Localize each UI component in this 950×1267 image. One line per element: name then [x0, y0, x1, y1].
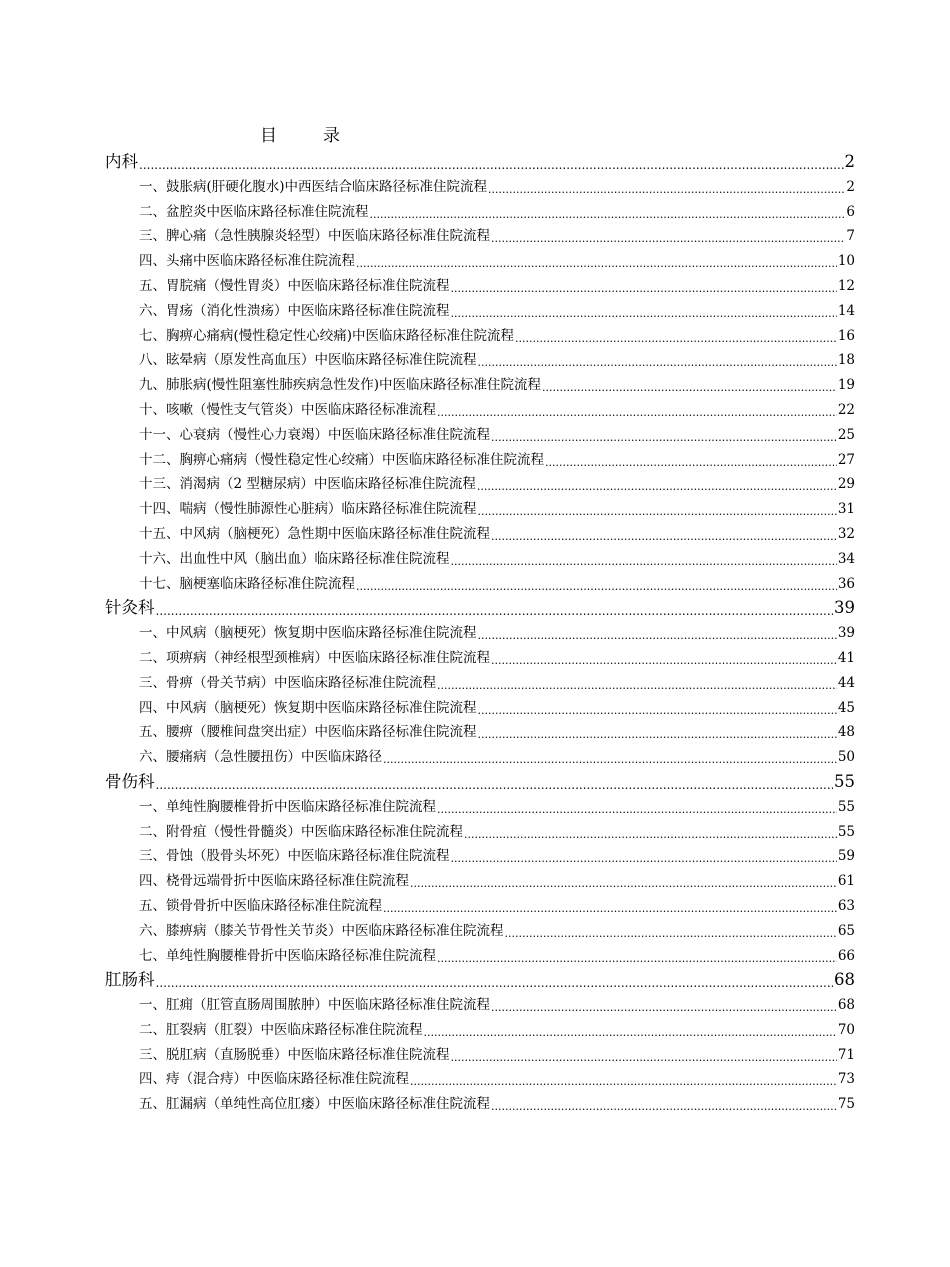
toc-item-page-number: 61: [837, 873, 855, 890]
toc-item-entry[interactable]: [105, 324, 855, 349]
dot-leader: [478, 357, 837, 371]
toc-item-page-number: 22: [837, 401, 855, 418]
toc-item-label: 一、中风病（脑梗死）恢复期中医临床路径标准住院流程: [139, 625, 477, 642]
toc-item-entry[interactable]: [105, 200, 855, 225]
toc-item-entry[interactable]: [105, 993, 855, 1018]
toc-item-page-number: 27: [837, 451, 855, 468]
dot-leader: [478, 630, 837, 644]
toc-section-entry[interactable]: [105, 150, 855, 175]
dot-leader: [491, 1101, 837, 1115]
dot-leader: [383, 903, 837, 917]
toc-item-label: 一、鼓胀病(肝硬化腹水)中西医结合临床路径标准住院流程: [139, 178, 488, 195]
dot-leader: [410, 878, 837, 892]
toc-item-label: 十七、脑梗塞临床路径标准住院流程: [139, 575, 355, 592]
toc-item-page-number: 31: [837, 501, 855, 518]
toc-item-page-number: 34: [837, 550, 855, 567]
dot-leader: [477, 481, 837, 495]
toc-item-label: 五、锁骨骨折中医临床路径标准住院流程: [139, 897, 382, 914]
toc-item-label: 四、痔（混合痔）中医临床路径标准住院流程: [139, 1071, 409, 1088]
toc-item-entry[interactable]: [105, 745, 855, 770]
toc-item-page-number: 6: [846, 203, 855, 220]
toc-item-page-number: 19: [837, 377, 855, 394]
toc-item-page-number: 45: [837, 699, 855, 716]
toc-item-label: 三、脱肛病（直肠脱垂）中医临床路径标准住院流程: [139, 1046, 450, 1063]
toc-item-entry[interactable]: [105, 1067, 855, 1092]
toc-item-page-number: 29: [837, 476, 855, 493]
dot-leader: [437, 680, 837, 694]
toc-item-label: 十一、心衰病（慢性心力衰竭）中医临床路径标准住院流程: [139, 426, 490, 443]
toc-item-label: 一、肛痈（肛管直肠周围脓肿）中医临床路径标准住院流程: [139, 997, 490, 1014]
toc-section-entry[interactable]: [105, 968, 855, 993]
dot-leader: [370, 209, 846, 223]
toc-item-entry[interactable]: [105, 820, 855, 845]
toc-item-label: 十四、喘病（慢性肺源性心脏病）临床路径标准住院流程: [139, 501, 477, 518]
toc-item-entry[interactable]: [105, 299, 855, 324]
toc-item-label: 二、肛裂病（肛裂）中医临床路径标准住院流程: [139, 1021, 423, 1038]
dot-leader: [515, 333, 837, 347]
toc-item-entry[interactable]: [105, 671, 855, 696]
toc-item-page-number: 65: [837, 922, 855, 939]
dot-leader: [491, 531, 837, 545]
toc-item-entry[interactable]: [105, 1018, 855, 1043]
toc-item-label: 四、桡骨远端骨折中医临床路径标准住院流程: [139, 873, 409, 890]
toc-item-label: 六、腰痛病（急性腰扭伤）中医临床路径: [139, 749, 382, 766]
dot-leader: [410, 1076, 837, 1090]
toc-section-entry[interactable]: [105, 596, 855, 621]
dot-leader: [545, 457, 837, 471]
toc-item-entry[interactable]: [105, 547, 855, 572]
toc-item-label: 七、单纯性胸腰椎骨折中医临床路径标准住院流程: [139, 947, 436, 964]
toc-item-label: 一、单纯性胸腰椎骨折中医临床路径标准住院流程: [139, 798, 436, 815]
toc-item-label: 二、盆腔炎中医临床路径标准住院流程: [139, 203, 369, 220]
toc-section-label: 肛肠科: [105, 970, 155, 990]
toc-item-label: 四、头痛中医临床路径标准住院流程: [139, 253, 355, 270]
dot-leader: [383, 754, 837, 768]
toc-item-label: 五、胃脘痛（慢性胃炎）中医临床路径标准住院流程: [139, 277, 450, 294]
toc-item-entry[interactable]: [105, 646, 855, 671]
toc-item-entry[interactable]: [105, 348, 855, 373]
dot-leader: [491, 233, 845, 247]
toc-item-page-number: 75: [837, 1096, 855, 1113]
toc-item-label: 十五、中风病（脑梗死）急性期中医临床路径标准住院流程: [139, 525, 490, 542]
dot-leader: [478, 705, 837, 719]
toc-item-entry[interactable]: [105, 472, 855, 497]
toc-item-entry[interactable]: [105, 621, 855, 646]
toc-item-entry[interactable]: [105, 869, 855, 894]
toc-section-label: 针灸科: [105, 598, 155, 618]
dot-leader: [491, 1002, 837, 1016]
dot-leader: [542, 382, 837, 396]
toc-item-entry[interactable]: [105, 720, 855, 745]
toc-item-label: 二、附骨疽（慢性骨髓炎）中医临床路径标准住院流程: [139, 823, 463, 840]
toc-item-page-number: 16: [837, 327, 855, 344]
toc-section-page-number: 68: [834, 970, 855, 990]
toc-title-char-1: 目: [260, 126, 277, 146]
toc-item-entry[interactable]: [105, 696, 855, 721]
toc-item-page-number: 48: [837, 724, 855, 741]
toc-item-page-number: 10: [837, 253, 855, 270]
toc-item-entry[interactable]: [105, 274, 855, 299]
dot-leader: [156, 977, 834, 994]
toc-title-char-2: 录: [323, 126, 340, 146]
toc-item-entry[interactable]: [105, 1043, 855, 1068]
toc-item-label: 六、胃疡（消化性溃疡）中医临床路径标准住院流程: [139, 302, 450, 319]
dot-leader: [156, 605, 834, 622]
toc-item-label: 六、膝痹病（膝关节骨性关节炎）中医临床路径标准住院流程: [139, 922, 504, 939]
toc-item-entry[interactable]: [105, 175, 855, 200]
toc-item-entry[interactable]: [105, 572, 855, 597]
toc-item-label: 十六、出血性中风（脑出血）临床路径标准住院流程: [139, 550, 450, 567]
toc-item-page-number: 71: [837, 1046, 855, 1063]
toc-item-page-number: 70: [837, 1021, 855, 1038]
toc-item-page-number: 59: [837, 848, 855, 865]
toc-title: [105, 122, 855, 150]
toc-item-entry[interactable]: [105, 497, 855, 522]
toc-item-label: 二、项痹病（神经根型颈椎病）中医临床路径标准住院流程: [139, 649, 490, 666]
toc-item-entry[interactable]: [105, 448, 855, 473]
toc-item-label: 三、脾心痛（急性胰腺炎轻型）中医临床路径标准住院流程: [139, 228, 490, 245]
toc-item-label: 五、肛漏病（单纯性高位肛瘘）中医临床路径标准住院流程: [139, 1096, 490, 1113]
toc-item-page-number: 68: [837, 997, 855, 1014]
toc-section-label: 骨伤科: [105, 771, 155, 791]
toc-item-page-number: 14: [837, 302, 855, 319]
dot-leader: [488, 184, 845, 198]
toc-item-entry[interactable]: [105, 919, 855, 944]
dot-leader: [505, 928, 837, 942]
toc-item-page-number: 73: [837, 1071, 855, 1088]
toc-item-entry[interactable]: [105, 1092, 855, 1117]
toc-section-page-number: 55: [834, 771, 855, 791]
toc-item-label: 九、肺胀病(慢性阻塞性肺疾病急性发作)中医临床路径标准住院流程: [139, 377, 542, 394]
dot-leader: [451, 556, 837, 570]
dot-leader: [464, 829, 837, 843]
toc-item-page-number: 63: [837, 897, 855, 914]
toc-item-page-number: 55: [837, 798, 855, 815]
dot-leader: [491, 655, 837, 669]
toc-item-page-number: 7: [846, 228, 855, 245]
dot-leader: [356, 258, 837, 272]
dot-leader: [451, 308, 837, 322]
toc-item-label: 十二、胸痹心痛病（慢性稳定性心绞痛）中医临床路径标准住院流程: [139, 451, 544, 468]
toc-item-entry[interactable]: [105, 844, 855, 869]
toc-item-page-number: 55: [837, 823, 855, 840]
dot-leader: [478, 506, 837, 520]
toc-item-entry[interactable]: [105, 522, 855, 547]
dot-leader: [156, 779, 834, 796]
dot-leader: [437, 407, 837, 421]
dot-leader: [437, 804, 837, 818]
toc-item-entry[interactable]: [105, 398, 855, 423]
toc-section-page-number: 2: [844, 152, 855, 171]
toc-item-entry[interactable]: [105, 249, 855, 274]
toc-item-label: 四、中风病（脑梗死）恢复期中医临床路径标准住院流程: [139, 699, 477, 716]
toc-item-entry[interactable]: [105, 423, 855, 448]
dot-leader: [139, 159, 844, 176]
toc-item-page-number: 12: [837, 277, 855, 294]
toc-item-page-number: 39: [837, 625, 855, 642]
dot-leader: [491, 432, 837, 446]
toc-item-page-number: 36: [837, 575, 855, 592]
toc-section-page-number: 39: [834, 598, 855, 618]
toc-item-page-number: 66: [837, 947, 855, 964]
toc-item-page-number: 25: [837, 426, 855, 443]
toc-item-page-number: 41: [837, 649, 855, 666]
toc-item-label: 五、腰痹（腰椎间盘突出症）中医临床路径标准住院流程: [139, 724, 477, 741]
toc-item-label: 三、骨蚀（股骨头坏死）中医临床路径标准住院流程: [139, 848, 450, 865]
toc-item-page-number: 44: [837, 674, 855, 691]
toc-item-label: 三、骨痹（骨关节病）中医临床路径标准住院流程: [139, 674, 436, 691]
toc-item-entry[interactable]: [105, 224, 855, 249]
dot-leader: [424, 1027, 837, 1041]
toc-section-entry[interactable]: [105, 770, 855, 795]
dot-leader: [356, 581, 837, 595]
toc-entries: [105, 150, 855, 1117]
toc-item-entry[interactable]: [105, 795, 855, 820]
toc-item-entry[interactable]: [105, 373, 855, 398]
toc-item-page-number: 18: [837, 352, 855, 369]
dot-leader: [437, 953, 837, 967]
toc-item-page-number: 32: [837, 525, 855, 542]
toc-item-page-number: 50: [837, 749, 855, 766]
dot-leader: [451, 853, 837, 867]
toc-item-entry[interactable]: [105, 944, 855, 969]
toc-item-entry[interactable]: [105, 894, 855, 919]
toc-item-label: 七、胸痹心痛病(慢性稳定性心绞痛)中医临床路径标准住院流程: [139, 327, 515, 344]
toc-item-page-number: 2: [846, 178, 855, 195]
dot-leader: [451, 283, 837, 297]
dot-leader: [478, 729, 837, 743]
toc-item-label: 八、眩晕病（原发性高血压）中医临床路径标准住院流程: [139, 352, 477, 369]
toc-section-label: 内科: [105, 152, 138, 171]
toc-item-label: 十、咳嗽（慢性支气管炎）中医临床路径标准流程: [139, 401, 436, 418]
table-of-contents: [105, 122, 855, 1117]
toc-item-label: 十三、消渴病（2 型糖尿病）中医临床路径标准住院流程: [139, 476, 476, 493]
dot-leader: [451, 1052, 837, 1066]
